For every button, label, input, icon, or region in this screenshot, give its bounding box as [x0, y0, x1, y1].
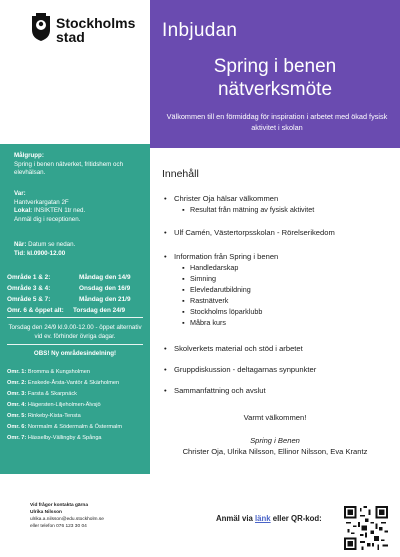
agenda-item: • Information från Spring i benen: [164, 252, 279, 261]
signature-names: Christer Oja, Ulrika Nilsson, Ellinor Nilsson, Eva Krantz: [182, 447, 368, 456]
qr-code-icon[interactable]: [344, 506, 388, 550]
agenda-item: • Gruppdiskussion - deltagarnas synpunkter: [164, 365, 317, 374]
agenda-item: • Sammanfattning och avslut: [164, 386, 266, 395]
time-block: När: Datum se nedan. Tid: kl.0900-12.00: [14, 241, 76, 257]
district-row: Omr. 2: Enskede-Årsta-Vantör & Skärholmen: [7, 380, 120, 386]
logo-wordmark: Stockholms stad: [56, 15, 136, 45]
agenda-subitem: ▪ Rastnätverk: [182, 296, 229, 305]
district-row: Omr. 3: Farsta & Skarpnäck: [7, 391, 77, 397]
district-row: Omr. 6: Norrmalm & Södermalm & Östermalm: [7, 424, 123, 430]
area-date-row: Omr. 6 & öppet alt: Torsdag den 24/9: [7, 307, 126, 314]
welcome-text: Varmt välkommen!: [243, 413, 307, 422]
target-group: Målgrupp: Spring i benen nätverket, fritidshem och elevhälsan.: [14, 152, 124, 177]
registration-line: Anmäl via länk eller QR-kod:: [216, 514, 322, 523]
agenda-section: [150, 148, 400, 488]
agenda-item: • Ulf Camén, Västertorpsskolan - Rörelserikedom: [164, 228, 335, 237]
district-row: Omr. 1: Bromma & Kungsholmen: [7, 369, 91, 375]
signature-title: Spring i Benen: [250, 436, 300, 445]
district-row: Omr. 4: Hägersten-Liljeholmen-Älvsjö: [7, 402, 101, 408]
area-date-row: Område 3 & 4: Onsdag den 16/9: [7, 285, 131, 292]
info-sidebar: [0, 144, 150, 474]
contact-info: Vid frågor kontakta gärna Ulrika Nilsson ulrika.a.nilsson@edu.stockholm.se eller telefon 076 123 30 04: [30, 503, 104, 529]
agenda-subitem: ▪ Handledarskap: [182, 263, 239, 272]
page-title-line1: Spring i benen: [213, 56, 337, 77]
divider: [7, 317, 143, 318]
agenda-item: • Skolverkets material och stöd i arbetet: [164, 344, 303, 353]
contact-email[interactable]: ulrika.a.nilsson@edu.stockholm.se: [30, 517, 104, 522]
agenda-subitem: ▪ Stockholms löparklubb: [182, 307, 263, 316]
district-row: Omr. 5: Rinkeby-Kista-Tensta: [7, 413, 81, 419]
page-title-line2: nätverksmöte: [217, 79, 333, 100]
agenda-subitem: ▪ Måbra kurs: [182, 318, 226, 327]
invitation-label: Inbjudan: [162, 20, 238, 41]
footer: [0, 476, 400, 557]
district-row: Omr. 7: Hässelby-Vällingby & Spånga: [7, 435, 102, 441]
area-date-row: Område 1 & 2: Måndag den 14/9: [7, 274, 131, 281]
alt-date-note: Torsdag den 24/9 kl.9.00-12.00 - öppet alternativ vid ev. förhinder övriga dagar.: [8, 324, 142, 340]
agenda-item: • Christer Oja hälsar välkommen: [164, 194, 279, 203]
agenda-subitem: ▪ Simning: [182, 274, 216, 283]
agenda-subitem: ▪ Elevledarutbildning: [182, 285, 251, 294]
header-banner: [150, 0, 400, 148]
city-crest-icon: [30, 12, 52, 42]
agenda-heading: Innehåll: [162, 168, 199, 180]
stockholms-stad-logo: [22, 10, 142, 50]
divider: [7, 344, 143, 345]
header-subtitle: Välkommen till en förmiddag för inspiration i arbetet med ökad fysisk aktivitet i skolan: [166, 112, 388, 132]
agenda-subitem: ▪ Resultat från mätning av fysisk aktivitet: [182, 205, 315, 214]
new-division-notice: OBS! Ny områdesindelning!: [33, 350, 117, 357]
area-date-row: Område 5 & 7: Måndag den 21/9: [7, 296, 131, 303]
registration-link[interactable]: länk: [255, 514, 271, 523]
location-block: Var: Hantverkargatan 2F Lokal: INSIKTEN 1tr ned. Anmäl dig i receptionen.: [14, 190, 86, 223]
